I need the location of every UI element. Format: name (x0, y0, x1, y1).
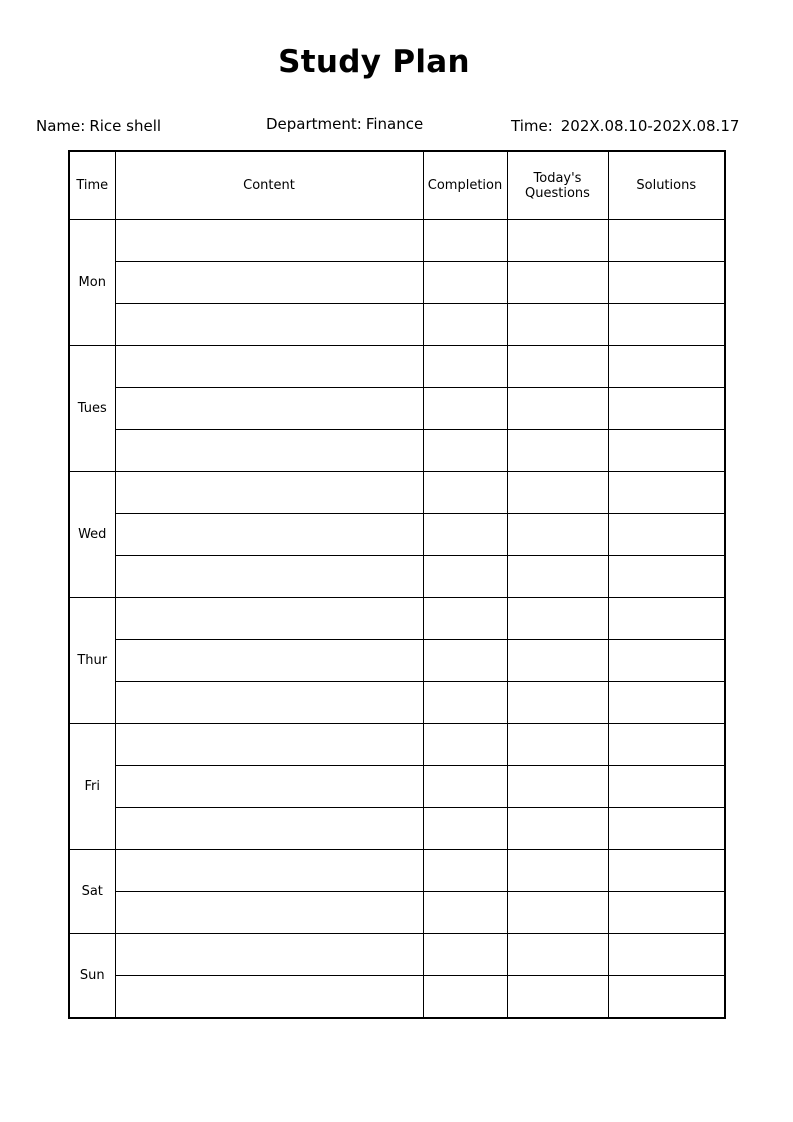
content-cell[interactable] (115, 724, 423, 766)
day-label-tues: Tues (69, 346, 115, 472)
page-title: Study Plan (278, 44, 470, 80)
content-cell[interactable] (115, 976, 423, 1019)
solutions-cell[interactable] (608, 850, 725, 892)
completion-cell[interactable] (423, 220, 507, 262)
table-row (69, 472, 725, 514)
content-cell[interactable] (115, 640, 423, 682)
time-value: 202X.08.10-202X.08.17 (560, 117, 740, 135)
day-label-sun: Sun (69, 934, 115, 1019)
solutions-cell[interactable] (608, 430, 725, 472)
table-row (69, 598, 725, 640)
solutions-cell[interactable] (608, 346, 725, 388)
completion-cell[interactable] (423, 388, 507, 430)
content-cell[interactable] (115, 682, 423, 724)
content-cell[interactable] (115, 766, 423, 808)
completion-cell[interactable] (423, 976, 507, 1019)
completion-cell[interactable] (423, 934, 507, 976)
content-cell[interactable] (115, 430, 423, 472)
completion-cell[interactable] (423, 304, 507, 346)
completion-cell[interactable] (423, 556, 507, 598)
table-row (69, 808, 725, 850)
content-cell[interactable] (115, 598, 423, 640)
completion-cell[interactable] (423, 640, 507, 682)
name-value: Rice shell (89, 117, 162, 135)
study-plan-table (68, 150, 726, 1019)
table-row (69, 220, 725, 262)
questions-cell[interactable] (507, 514, 608, 556)
name-field (36, 117, 161, 135)
solutions-cell[interactable] (608, 262, 725, 304)
questions-cell[interactable] (507, 388, 608, 430)
questions-cell[interactable] (507, 556, 608, 598)
completion-cell[interactable] (423, 892, 507, 934)
solutions-cell[interactable] (608, 892, 725, 934)
questions-cell[interactable] (507, 640, 608, 682)
content-cell[interactable] (115, 892, 423, 934)
content-cell[interactable] (115, 850, 423, 892)
day-label-mon: Mon (69, 220, 115, 346)
department-value: Finance (365, 115, 424, 133)
table-row (69, 262, 725, 304)
table-row (69, 388, 725, 430)
solutions-cell[interactable] (608, 808, 725, 850)
content-cell[interactable] (115, 220, 423, 262)
solutions-cell[interactable] (608, 598, 725, 640)
table-row (69, 682, 725, 724)
completion-cell[interactable] (423, 850, 507, 892)
header-questions-line2: Questions (525, 185, 590, 201)
table-row (69, 514, 725, 556)
solutions-cell[interactable] (608, 514, 725, 556)
header-completion: Completion (423, 151, 507, 220)
content-cell[interactable] (115, 262, 423, 304)
content-cell[interactable] (115, 388, 423, 430)
header-time: Time (69, 151, 115, 220)
table-header-row (69, 151, 725, 220)
content-cell[interactable] (115, 472, 423, 514)
completion-cell[interactable] (423, 262, 507, 304)
solutions-cell[interactable] (608, 640, 725, 682)
questions-cell[interactable] (507, 724, 608, 766)
solutions-cell[interactable] (608, 220, 725, 262)
content-cell[interactable] (115, 346, 423, 388)
completion-cell[interactable] (423, 430, 507, 472)
time-field (511, 117, 739, 135)
questions-cell[interactable] (507, 934, 608, 976)
questions-cell[interactable] (507, 850, 608, 892)
header-content: Content (115, 151, 423, 220)
questions-cell[interactable] (507, 598, 608, 640)
questions-cell[interactable] (507, 808, 608, 850)
table-row (69, 304, 725, 346)
questions-cell[interactable] (507, 430, 608, 472)
name-label: Name: (36, 117, 86, 135)
time-label: Time: (511, 117, 553, 135)
questions-cell[interactable] (507, 976, 608, 1019)
table-row (69, 430, 725, 472)
day-label-fri: Fri (69, 724, 115, 850)
content-cell[interactable] (115, 556, 423, 598)
table-row (69, 724, 725, 766)
solutions-cell[interactable] (608, 556, 725, 598)
solutions-cell[interactable] (608, 304, 725, 346)
day-label-thur: Thur (69, 598, 115, 724)
table-row (69, 976, 725, 1019)
solutions-cell[interactable] (608, 388, 725, 430)
table-row (69, 346, 725, 388)
content-cell[interactable] (115, 934, 423, 976)
department-label: Department: (266, 115, 362, 133)
content-cell[interactable] (115, 514, 423, 556)
questions-cell[interactable] (507, 304, 608, 346)
questions-cell[interactable] (507, 682, 608, 724)
day-label-sat: Sat (69, 850, 115, 934)
completion-cell[interactable] (423, 514, 507, 556)
table-row (69, 556, 725, 598)
completion-cell[interactable] (423, 682, 507, 724)
content-cell[interactable] (115, 304, 423, 346)
completion-cell[interactable] (423, 808, 507, 850)
table-row (69, 934, 725, 976)
questions-cell[interactable] (507, 220, 608, 262)
department-field (266, 115, 423, 133)
header-questions-line1: Today's (533, 170, 582, 186)
questions-cell[interactable] (507, 892, 608, 934)
header-solutions: Solutions (608, 151, 725, 220)
solutions-cell[interactable] (608, 976, 725, 1019)
completion-cell[interactable] (423, 472, 507, 514)
completion-cell[interactable] (423, 766, 507, 808)
table-row (69, 766, 725, 808)
questions-cell[interactable] (507, 262, 608, 304)
questions-cell[interactable] (507, 472, 608, 514)
table-row (69, 850, 725, 892)
content-cell[interactable] (115, 808, 423, 850)
completion-cell[interactable] (423, 598, 507, 640)
solutions-cell[interactable] (608, 682, 725, 724)
solutions-cell[interactable] (608, 766, 725, 808)
solutions-cell[interactable] (608, 934, 725, 976)
table-row (69, 892, 725, 934)
header-todays-questions (507, 151, 608, 220)
day-label-wed: Wed (69, 472, 115, 598)
questions-cell[interactable] (507, 346, 608, 388)
table-body (69, 220, 725, 1019)
completion-cell[interactable] (423, 346, 507, 388)
solutions-cell[interactable] (608, 472, 725, 514)
solutions-cell[interactable] (608, 724, 725, 766)
table-row (69, 640, 725, 682)
completion-cell[interactable] (423, 724, 507, 766)
questions-cell[interactable] (507, 766, 608, 808)
